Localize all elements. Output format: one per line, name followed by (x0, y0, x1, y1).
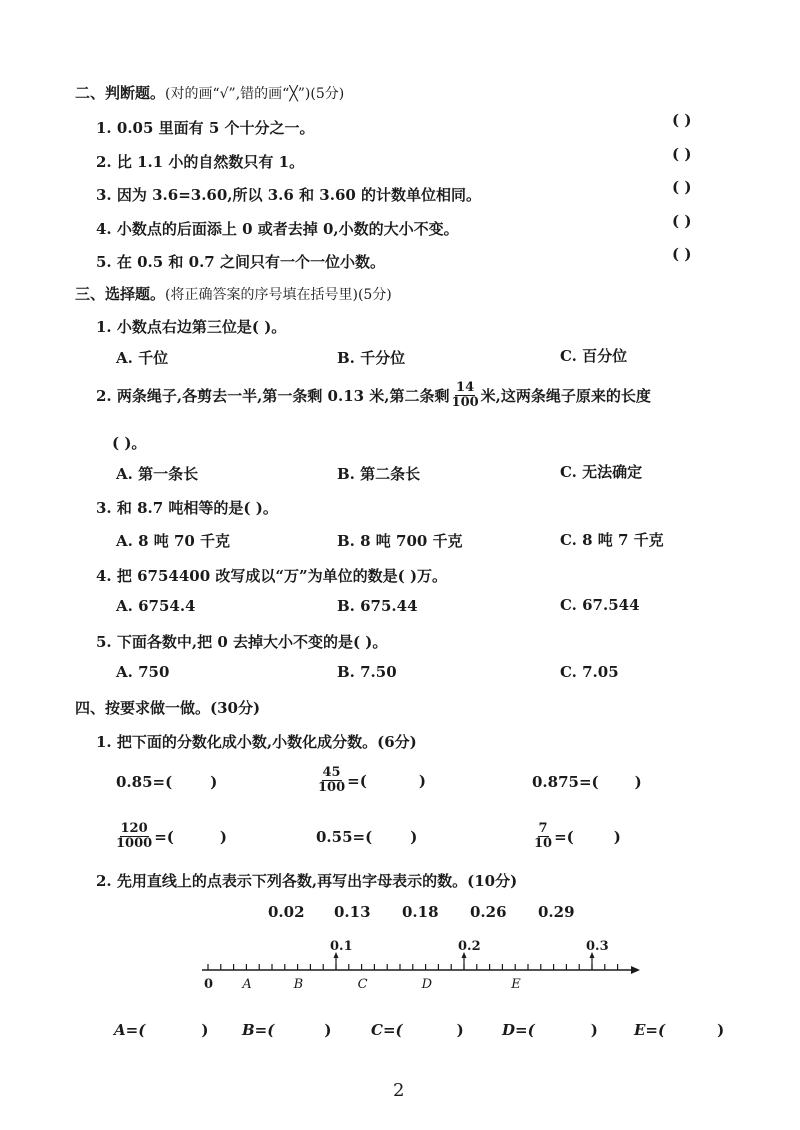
choice-q2-option-b[interactable]: B. 第二条长 (337, 465, 421, 483)
arrow-head-icon (631, 966, 640, 974)
choice-q1-option-c[interactable]: C. 百分位 (560, 347, 628, 365)
section-4-title: 四、按要求做一做。(30分) (75, 699, 261, 717)
judge-item-4: 4. 小数点的后面添上 0 或者去掉 0,小数的大小不变。 (96, 220, 459, 238)
convert-rhs: ) (634, 773, 642, 791)
convert-lhs: 0.55=( (316, 828, 373, 846)
choice-q4-option-a[interactable]: A. 6754.4 (116, 597, 196, 615)
axis-zero-label: 0 (204, 977, 214, 992)
letter-answer-c (371, 1021, 464, 1039)
convert-lhs: =( (154, 827, 174, 846)
judge-item-1: 1. 0.05 里面有 5 个十分之一。 (96, 119, 315, 137)
fraction-numerator: 14 (456, 380, 475, 395)
section-3-title: 三、选择题。 (75, 285, 166, 303)
convert-rhs: ) (210, 773, 218, 791)
letter-answer-label: C=( (371, 1021, 403, 1039)
choice-q2-option-c[interactable]: C. 无法确定 (560, 463, 643, 481)
letter-answer-label: B=( (242, 1021, 275, 1039)
page-number: 2 (393, 1080, 405, 1101)
section-3-note: (将正确答案的序号填在括号里)(5分) (165, 287, 392, 303)
convert-rhs: ) (613, 827, 621, 846)
point-letter-a: A (242, 977, 252, 992)
fraction-denominator: 1000 (116, 836, 153, 851)
letter-answer-a (114, 1021, 208, 1039)
section-2-note: (对的画“√”,错的画“╳”)(5分) (165, 86, 345, 102)
convert-lhs: 0.875=( (532, 773, 599, 791)
number-0-02: 0.02 (268, 903, 305, 921)
letter-answer-close: ) (717, 1021, 725, 1039)
point-letter-e: E (511, 977, 521, 992)
point-letter-d: D (421, 977, 433, 992)
judge-item-2: 2. 比 1.1 小的自然数只有 1。 (96, 153, 305, 171)
judge-answer-3[interactable]: ( ) (672, 178, 692, 196)
point-letter-c: C (357, 977, 368, 992)
convert-rhs: ) (410, 828, 418, 846)
judge-answer-1[interactable]: ( ) (672, 111, 692, 129)
choice-q1-option-b[interactable]: B. 千分位 (337, 349, 406, 367)
section-2-title: 二、判断题。 (75, 84, 166, 102)
number-0-26: 0.26 (470, 903, 507, 921)
choice-q3-option-a[interactable]: A. 8 吨 70 千克 (116, 532, 231, 550)
judge-answer-4[interactable]: ( ) (672, 212, 692, 230)
task-q2: 2. 先用直线上的点表示下列各数,再写出字母表示的数。(10分) (96, 872, 518, 890)
number-0-18: 0.18 (402, 903, 439, 921)
choice-q4: 4. 把 6754400 改写成以“万”为单位的数是( )万。 (96, 567, 448, 585)
convert-rhs: ) (219, 827, 227, 846)
judge-answer-2[interactable]: ( ) (672, 145, 692, 163)
choice-q5: 5. 下面各数中,把 0 去掉大小不变的是( )。 (96, 633, 388, 651)
choice-q4-option-c[interactable]: C. 67.544 (560, 596, 640, 614)
fraction-denominator: 100 (451, 395, 479, 410)
choice-q2-text-b: 米,这两条绳子原来的长度 (480, 387, 651, 405)
choice-q3-option-b[interactable]: B. 8 吨 700 千克 (337, 532, 463, 550)
choice-q2-line2: ( )。 (112, 434, 147, 452)
letter-answer-label: A=( (114, 1021, 146, 1039)
letter-answer-d (502, 1021, 598, 1039)
fraction-denominator: 100 (318, 780, 346, 795)
convert-lhs: =( (347, 771, 367, 790)
choice-q1: 1. 小数点右边第三位是( )。 (96, 318, 287, 336)
number-0-29: 0.29 (538, 903, 575, 921)
letter-answer-e (634, 1021, 724, 1039)
letter-answer-b (242, 1021, 331, 1039)
convert-rhs: ) (418, 771, 426, 790)
judge-item-5: 5. 在 0.5 和 0.7 之间只有一个一位小数。 (96, 253, 385, 271)
fraction-numerator: 120 (120, 821, 148, 836)
choice-q2-option-a[interactable]: A. 第一条长 (116, 465, 199, 483)
axis-label: 0.1 (330, 939, 353, 954)
letter-answer-label: E=( (634, 1021, 666, 1039)
letter-answer-label: D=( (502, 1021, 535, 1039)
axis-label: 0.2 (458, 939, 481, 954)
fraction-denominator: 10 (534, 836, 553, 851)
choice-q1-option-a[interactable]: A. 千位 (116, 349, 169, 367)
number-0-13: 0.13 (334, 903, 371, 921)
convert-lhs: 0.85=( (116, 773, 173, 791)
choice-q5-option-c[interactable]: C. 7.05 (560, 663, 619, 681)
fraction-numerator: 45 (322, 765, 341, 780)
letter-answer-close: ) (590, 1021, 598, 1039)
choice-q3: 3. 和 8.7 吨相等的是( )。 (96, 499, 278, 517)
task-q1: 1. 把下面的分数化成小数,小数化成分数。(6分) (96, 733, 417, 751)
letter-answer-close: ) (456, 1021, 464, 1039)
convert-lhs: =( (554, 827, 574, 846)
letter-answer-close: ) (201, 1021, 209, 1039)
fraction-numerator: 7 (538, 821, 548, 836)
point-letter-b: B (293, 977, 304, 992)
choice-q5-option-b[interactable]: B. 7.50 (337, 663, 397, 681)
judge-item-3: 3. 因为 3.6=3.60,所以 3.6 和 3.60 的计数单位相同。 (96, 186, 482, 204)
choice-q4-option-b[interactable]: B. 675.44 (337, 597, 418, 615)
choice-q5-option-a[interactable]: A. 750 (116, 663, 170, 681)
axis-label: 0.3 (586, 939, 609, 954)
number-line-graphic (202, 939, 640, 992)
judge-answer-5[interactable]: ( ) (672, 245, 692, 263)
letter-answer-close: ) (324, 1021, 332, 1039)
choice-q2-text-a: 2. 两条绳子,各剪去一半,第一条剩 0.13 米,第二条剩 (96, 387, 450, 405)
choice-q3-option-c[interactable]: C. 8 吨 7 千克 (560, 531, 664, 549)
